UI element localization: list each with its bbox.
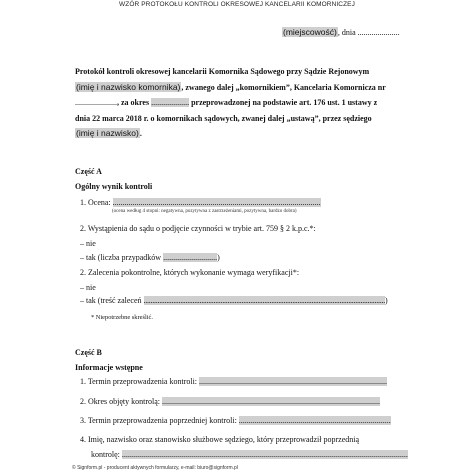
- info-item-4: 4. Imię, nazwisko oraz stanowisko służbowe sędziego, który przeprowadził poprzednią: [80, 435, 360, 444]
- date-text[interactable]: , dnia .....................: [337, 28, 400, 37]
- rating-field[interactable]: ........................................................................................................: [112, 198, 321, 207]
- previous-inspection-date-field[interactable]: ............................................................................: [238, 416, 391, 425]
- court-requests-close: ): [217, 253, 220, 262]
- recommendations-yes-label[interactable]: – tak (treść zaleceń: [80, 296, 142, 305]
- intro-line-5: [75, 128, 142, 138]
- footer-credit: © Signform.pl - producent aktywnych formularzy, e-mail: biuro@signform.pl: [72, 465, 238, 471]
- recommendations-question: 2. Zalecenia pokontrolne, których wykonanie wymaga weryfikacji*:: [80, 268, 300, 277]
- info-item-1-label: 1. Termin przeprowadzenia kontroli:: [80, 377, 198, 386]
- intro-line-3-text-b: przeprowadzonej na podstawie art. 176 ust. 1 ustawy z: [191, 98, 378, 107]
- intro-line-3: [75, 98, 377, 107]
- recommendations-option-yes: [80, 296, 388, 305]
- period-covered-field[interactable]: .............................................................................................................: [161, 397, 380, 406]
- rating-line: [80, 198, 321, 207]
- period-field[interactable]: ...................: [151, 98, 190, 107]
- intro-line-1: Protokół kontroli okresowej kancelarii Komornika Sądowego przy Sądzie Rejonowym: [75, 67, 370, 76]
- info-item-2: [80, 397, 380, 406]
- court-requests-question: 2. Wystąpienia do sądu o podjęcie czynności w trybie art. 759 § 2 k.p.c.*:: [80, 224, 316, 233]
- office-number-dots[interactable]: .....................: [75, 98, 117, 107]
- place-date-line: [282, 27, 400, 37]
- info-item-3-label: 3. Termin przeprowadzenia poprzedniej kontroli:: [80, 416, 237, 425]
- intro-line-4: dnia 22 marca 2018 r. o komornikach sądowych, zwanej dalej „ustawą”, przez sędziego: [75, 114, 372, 123]
- court-requests-option-yes: [80, 253, 220, 262]
- intro-line-2: [75, 82, 386, 92]
- bailiff-name-field[interactable]: (imię i nazwisko komornika): [76, 82, 181, 92]
- court-requests-count-field[interactable]: ...........................: [163, 253, 218, 262]
- document-header: WZÓR PROTOKOŁU KONTROLI OKRESOWEJ KANCELARII KOMORNICZEJ: [119, 1, 355, 8]
- previous-judge-field[interactable]: ...............................................................................................................................................: [121, 450, 408, 459]
- info-item-3: [80, 416, 391, 425]
- place-field[interactable]: (miejscowość): [283, 27, 337, 37]
- inspection-date-field[interactable]: ..............................................................................................: [199, 377, 388, 386]
- court-requests-option-no[interactable]: – nie: [80, 239, 96, 248]
- intro-line-5-text: .: [139, 129, 142, 138]
- section-b-subtitle: Informacje wstępne: [75, 363, 143, 372]
- judge-name-field[interactable]: (imię i nazwisko): [76, 128, 139, 138]
- intro-line-2-text: , zwanego dalej „komornikiem”, Kancelaria Komornicza nr: [181, 83, 386, 92]
- recommendations-text-field[interactable]: ..........................................................................................................................................: [143, 296, 386, 305]
- info-item-1: [80, 377, 387, 386]
- info-item-4-line-2: [91, 450, 408, 459]
- recommendations-close: ): [385, 296, 388, 305]
- recommendations-option-no[interactable]: – nie: [80, 283, 96, 292]
- rating-label: 1. Ocena:: [80, 198, 111, 207]
- info-item-4-line-2-label: kontrolę:: [91, 450, 120, 459]
- section-b-title: Część B: [75, 348, 102, 357]
- intro-line-3-text-a: , za okres: [117, 98, 150, 107]
- footnote: * Niepotrzebne skreślić.: [91, 314, 153, 321]
- section-a-subtitle: Ogólny wynik kontroli: [75, 182, 153, 191]
- section-a-title: Część A: [75, 167, 102, 176]
- info-item-2-label: 2. Okres objęty kontrolą:: [80, 397, 160, 406]
- court-requests-yes-label[interactable]: – tak (liczba przypadków: [80, 253, 162, 262]
- rating-note: (ocena według 4 stopni: negatywna, pozytywna z zastrzeżeniami, pozytywna, bardzo dobra): [112, 209, 297, 214]
